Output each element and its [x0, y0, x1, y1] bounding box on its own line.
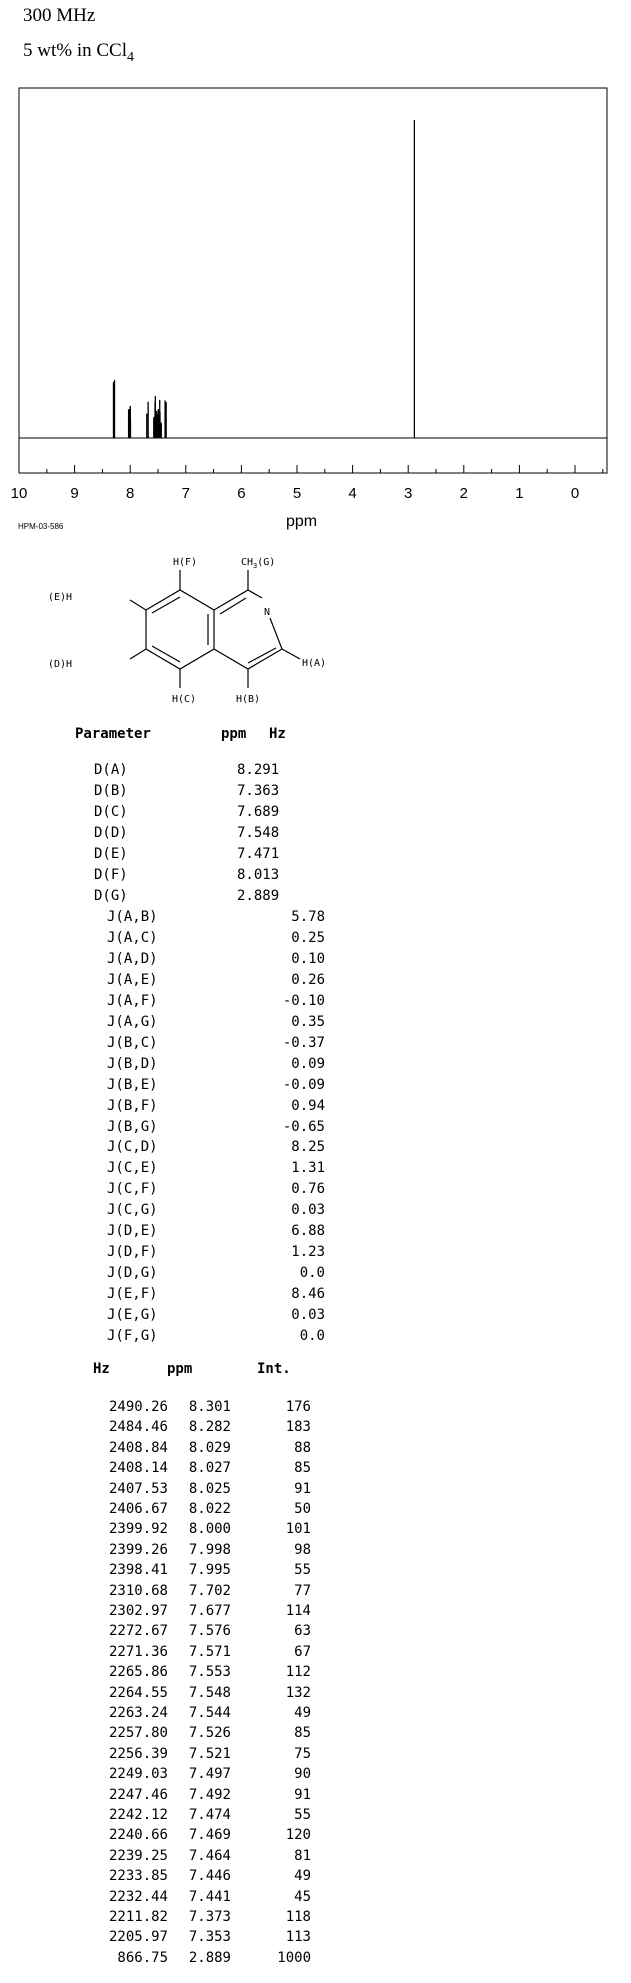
peak-hz: 2205.97: [108, 1929, 168, 1946]
x-tick-label: 3: [404, 485, 413, 502]
coupling-value: -0.37: [282, 1034, 325, 1051]
peak-int: 112: [285, 1664, 311, 1681]
double-bond: [152, 646, 180, 662]
peak-ppm: 7.571: [188, 1643, 231, 1660]
peak-hz: 2265.86: [108, 1664, 168, 1681]
solvent-text: 5 wt% in CCl: [23, 40, 127, 61]
peak-int: 85: [294, 1725, 311, 1742]
coupling-label: J(E,F): [107, 1286, 158, 1303]
x-tick-label: 1: [515, 485, 524, 502]
peak-int: 55: [294, 1562, 311, 1579]
coupling-value: 0.03: [291, 1202, 325, 1219]
peak-ppm: 7.441: [188, 1888, 231, 1905]
peak-hz: 2242.12: [108, 1807, 168, 1823]
atom-label-hb: H(B): [236, 694, 261, 705]
shift-label: D(E): [94, 846, 128, 862]
spectrum-plot: [0, 0, 631, 530]
peak-ppm: 2.889: [188, 1949, 231, 1966]
peak-ppm: 7.548: [188, 1684, 231, 1701]
peak-ppm: 8.301: [188, 1399, 231, 1415]
coupling-label: J(A,E): [107, 971, 158, 988]
ppm-col-header: ppm: [221, 726, 247, 742]
coupling-value: 0.09: [291, 1055, 325, 1072]
coupling-value: -0.09: [282, 1076, 325, 1093]
benzene-ring: [146, 590, 214, 669]
x-tick-label: 7: [181, 485, 190, 502]
peak-hz: 2249.03: [108, 1766, 168, 1783]
peak-int: 118: [285, 1909, 311, 1925]
plot-frame: [19, 88, 607, 473]
spectrum-id: HPM-03-586: [18, 522, 64, 531]
peak-ppm: 8.000: [188, 1521, 231, 1538]
peak-int: 183: [285, 1419, 311, 1436]
peak-hz: 866.75: [117, 1949, 168, 1966]
coupling-label: J(C,D): [107, 1139, 158, 1156]
x-tick-label: 4: [348, 485, 357, 502]
peaks-group: [113, 120, 414, 438]
coupling-label: J(A,D): [107, 950, 158, 967]
coupling-value: 0.76: [291, 1181, 325, 1198]
peak-hz: 2239.25: [108, 1847, 168, 1864]
peak-hz: 2232.44: [108, 1888, 168, 1905]
x-tick-label: 8: [126, 485, 135, 502]
shift-label: D(F): [94, 867, 128, 883]
peak-int: 50: [294, 1501, 311, 1517]
coupling-label: J(D,F): [107, 1244, 158, 1261]
peak-ppm: 7.576: [188, 1623, 231, 1640]
coupling-label: J(B,D): [107, 1055, 158, 1072]
peak-ppm: 8.027: [188, 1460, 231, 1477]
molecule-structure: [40, 548, 330, 718]
peak-int: 75: [294, 1745, 311, 1762]
peak-int: 120: [285, 1827, 311, 1844]
peak-int: 113: [285, 1929, 311, 1946]
double-bond: [220, 598, 246, 614]
peak-int: 132: [285, 1684, 311, 1701]
peak-hz: 2490.26: [108, 1399, 168, 1415]
coupling-value: 5.78: [291, 909, 325, 925]
peak-hz: 2408.14: [108, 1460, 168, 1477]
atom-label-n: N: [264, 607, 271, 618]
shift-label: D(C): [94, 804, 128, 820]
peak-hz-header: Hz: [93, 1361, 110, 1377]
shift-value: 7.689: [237, 804, 280, 820]
coupling-value: 0.0: [299, 1265, 325, 1282]
peak-int: 98: [294, 1541, 311, 1558]
coupling-label: J(E,G): [107, 1307, 158, 1324]
peak-int: 81: [294, 1847, 311, 1864]
x-tick-label: 2: [459, 485, 468, 502]
coupling-label: J(C,G): [107, 1202, 158, 1219]
coupling-label: J(C,E): [107, 1160, 158, 1177]
peak-ppm: 8.022: [188, 1501, 231, 1517]
atom-label-ha: H(A): [302, 658, 327, 669]
peak-hz: 2408.84: [108, 1439, 168, 1456]
peak-hz: 2233.85: [108, 1868, 168, 1885]
x-tick-label: 10: [10, 485, 28, 502]
ch3-group: (G): [257, 557, 276, 568]
peak-ppm: 7.702: [188, 1582, 231, 1599]
peak-ppm: 7.544: [188, 1705, 231, 1721]
double-bond: [152, 597, 180, 613]
parameter-header: [75, 726, 151, 742]
coupling-label: J(A,G): [107, 1013, 158, 1030]
shift-value: 8.291: [237, 762, 280, 778]
x-tick-label: 6: [237, 485, 246, 502]
peak-int: 91: [294, 1480, 311, 1497]
atom-label-dh: (D)H: [48, 659, 73, 670]
peak-int: 63: [294, 1623, 311, 1640]
shift-value: 7.471: [237, 846, 280, 862]
coupling-label: J(B,E): [107, 1076, 158, 1093]
shift-label: D(A): [94, 762, 128, 778]
shift-label: D(G): [94, 888, 128, 904]
coupling-value: 8.46: [291, 1286, 325, 1303]
x-tick-label: 9: [70, 485, 79, 502]
coupling-label: J(D,E): [107, 1223, 158, 1240]
atom-label-eh: (E)H: [48, 592, 73, 603]
peak-ppm: 7.469: [188, 1827, 231, 1844]
peak-hz: 2399.26: [108, 1541, 168, 1558]
coupling-label: J(A,C): [107, 929, 158, 946]
peak-hz: 2399.92: [108, 1521, 168, 1538]
peak-int: 77: [294, 1582, 311, 1599]
shift-value: 7.548: [237, 825, 280, 841]
x-tick-label: 5: [292, 485, 302, 502]
peak-int: 49: [294, 1868, 311, 1885]
coupling-value: 6.88: [291, 1223, 325, 1240]
solvent-subscript: 4: [126, 49, 134, 65]
peak-ppm: 7.446: [188, 1868, 231, 1885]
peak-hz: 2256.39: [108, 1745, 168, 1762]
param-col-header: Parameter: [75, 726, 151, 742]
peak-hz: 2263.24: [108, 1705, 168, 1721]
coupling-label: J(D,G): [107, 1265, 158, 1282]
peak-ppm: 7.677: [188, 1603, 231, 1619]
peak-ppm: 8.282: [188, 1419, 231, 1436]
peak-int-header: Int.: [257, 1361, 291, 1377]
ch3-text: CH: [241, 557, 254, 568]
coupling-label: J(F,G): [107, 1328, 158, 1344]
peak-int: 55: [294, 1807, 311, 1823]
peak-ppm: 7.353: [188, 1929, 231, 1946]
peak-int: 1000: [277, 1949, 311, 1966]
peak-ppm: 7.526: [188, 1725, 231, 1742]
coupling-label: J(B,G): [107, 1118, 158, 1135]
coupling-value: 0.0: [299, 1328, 325, 1344]
peak-int: 85: [294, 1460, 311, 1477]
peak-ppm: 7.995: [188, 1562, 231, 1579]
coupling-value: -0.65: [282, 1118, 325, 1135]
shift-value: 8.013: [237, 867, 280, 883]
peak-hz: 2257.80: [108, 1725, 168, 1742]
ch3-subscript: 3: [253, 562, 258, 570]
peak-ppm: 7.998: [188, 1541, 231, 1558]
peak-ppm: 7.553: [188, 1664, 231, 1681]
peak-hz: 2271.36: [108, 1643, 168, 1660]
coupling-value: 1.31: [291, 1160, 325, 1177]
peak-hz: 2247.46: [108, 1786, 168, 1803]
coupling-value: 0.26: [291, 971, 325, 988]
peak-int: 88: [294, 1439, 311, 1456]
shift-value: 7.363: [237, 783, 280, 799]
peak-int: 91: [294, 1786, 311, 1803]
coupling-value: 0.25: [291, 929, 325, 946]
peak-ppm: 7.373: [188, 1909, 231, 1925]
peak-ppm: 7.464: [188, 1847, 231, 1864]
peak-int: 45: [294, 1888, 311, 1905]
coupling-label: J(B,C): [107, 1034, 158, 1051]
peak-hz: 2407.53: [108, 1480, 168, 1497]
peak-hz: 2484.46: [108, 1419, 168, 1436]
coupling-value: 1.23: [291, 1244, 325, 1261]
coupling-value: 0.35: [291, 1013, 325, 1030]
peak-ppm: 7.474: [188, 1807, 231, 1823]
peak-ppm: 7.521: [188, 1745, 231, 1762]
peak-ppm: 8.029: [188, 1439, 231, 1456]
x-tick-label: 0: [570, 485, 580, 502]
bond: [130, 600, 146, 610]
shift-label: D(D): [94, 825, 128, 841]
peak-ppm-header: ppm: [167, 1361, 193, 1377]
atom-label-hf: H(F): [173, 557, 198, 568]
peak-hz: 2272.67: [108, 1623, 168, 1640]
frequency-label: 300 MHz: [23, 5, 96, 26]
peak-hz: 2302.97: [108, 1603, 168, 1619]
x-axis: [11, 465, 603, 502]
bond: [130, 649, 146, 659]
coupling-label: J(A,B): [107, 909, 158, 925]
peak-hz: 2398.41: [108, 1562, 168, 1579]
shift-value: 2.889: [237, 888, 280, 904]
shift-label: D(B): [94, 783, 128, 799]
coupling-value: 0.10: [291, 950, 325, 967]
atom-label-hc: H(C): [172, 694, 197, 705]
peak-hz: 2240.66: [108, 1827, 168, 1844]
coupling-label: J(A,F): [107, 992, 158, 1009]
peak-int: 67: [294, 1643, 311, 1660]
peak-hz: 2211.82: [108, 1909, 168, 1925]
peak-int: 101: [285, 1521, 311, 1538]
peak-hz: 2310.68: [108, 1582, 168, 1599]
peak-int: 49: [294, 1705, 311, 1721]
peak-int: 176: [285, 1399, 311, 1415]
peak-int: 90: [294, 1766, 311, 1783]
pyridine-ring: [214, 590, 262, 610]
coupling-label: J(C,F): [107, 1181, 158, 1198]
coupling-value: 8.25: [291, 1139, 325, 1156]
peak-hz: 2264.55: [108, 1684, 168, 1701]
atom-label-ch3: [241, 557, 275, 570]
peak-ppm: 7.492: [188, 1786, 231, 1803]
pyridine-ring: [214, 618, 282, 669]
x-axis-label: ppm: [286, 513, 318, 530]
coupling-value: 0.03: [291, 1307, 325, 1324]
coupling-label: J(B,F): [107, 1097, 158, 1114]
hz-col-header: Hz: [269, 726, 286, 742]
peak-ppm: 8.025: [188, 1480, 231, 1497]
peak-int: 114: [285, 1603, 311, 1619]
coupling-value: 0.94: [291, 1097, 325, 1114]
coupling-value: -0.10: [282, 992, 325, 1009]
peak-ppm: 7.497: [188, 1766, 231, 1783]
peak-hz: 2406.67: [108, 1501, 168, 1517]
bond: [282, 649, 300, 659]
